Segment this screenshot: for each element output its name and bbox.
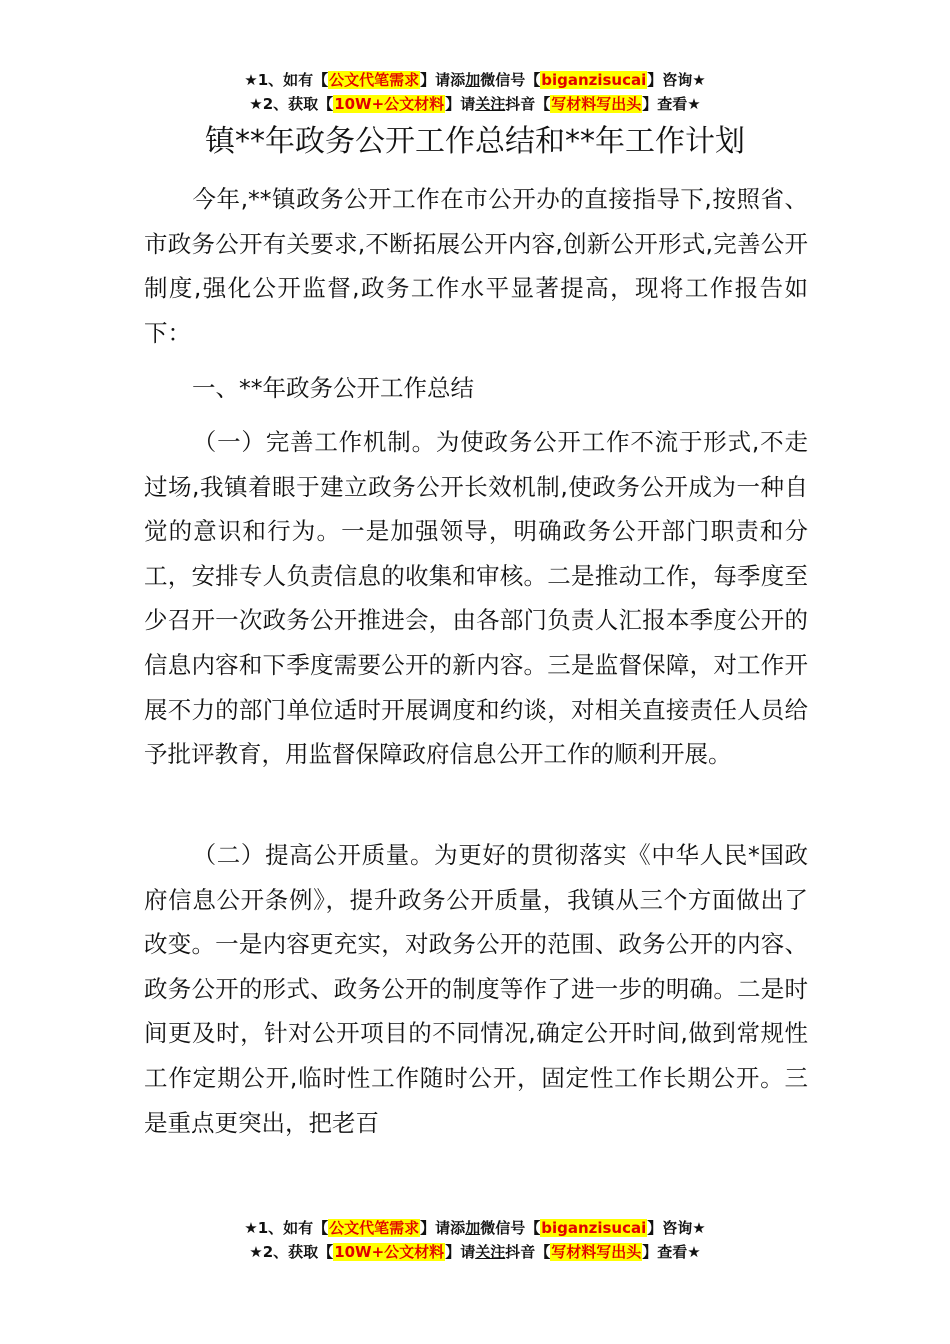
banner-text: 】请添 — [420, 1219, 466, 1237]
banner-text: ★1、如有【 — [244, 71, 329, 89]
banner-text: ★2、获取【 — [249, 1243, 334, 1261]
section-2-paragraph — [144, 833, 808, 1145]
intro-paragraph — [144, 177, 808, 355]
banner-highlight: 公文代笔需求 — [329, 71, 420, 89]
banner-line-1 — [0, 68, 950, 92]
document-title: 镇**年政务公开工作总结和**年工作计划 — [205, 124, 745, 159]
banner-text: ★2、获取【 — [249, 95, 334, 113]
banner-emphasis: 加 — [465, 71, 481, 89]
banner-line-2 — [0, 1240, 950, 1264]
section-heading — [144, 366, 808, 411]
section-2-text: （二）提高公开质量。为更好的贯彻落实《中华人民*国政府信息公开条例》，提升政务公开质量，我镇从三个方面做出了改变。一是内容更充实，对政务公开的范围、政务公开的内容、政务公开的形式、政务公开的制度等作了进一步的明确。二是时间更及时，针对公开项目的不同情况,确定公开时间,做到常规性工作定期公开,临时性工作随时公开，固定性工作长期公开。三是重点更突出，把老百 — [144, 841, 808, 1137]
banner-highlight: biganzisucai — [541, 71, 647, 89]
banner-emphasis: 加 — [465, 1219, 481, 1237]
banner-text: 抖音【 — [505, 95, 551, 113]
banner-text: ★1、如有【 — [244, 1219, 329, 1237]
header-banner — [0, 68, 950, 116]
banner-text: 抖音【 — [505, 1243, 551, 1261]
banner-highlight: biganzisucai — [541, 1219, 647, 1237]
banner-text: 】请 — [445, 1243, 476, 1261]
banner-emphasis: 关注 — [475, 95, 506, 113]
banner-line-2 — [0, 92, 950, 116]
intro-text: 今年,**镇政务公开工作在市公开办的直接指导下,按照省、市政务公开有关要求,不断拓展公开内容,创新公开形式,完善公开制度,强化公开监督,政务工作水平显著提高，现将工作报告如下： — [144, 185, 808, 347]
banner-highlight: 10W+公文材料 — [334, 1243, 445, 1261]
banner-text: 】咨询★ — [647, 71, 706, 89]
banner-highlight: 10W+公文材料 — [334, 95, 445, 113]
section-heading-text: 一、**年政务公开工作总结 — [192, 374, 474, 402]
banner-emphasis: 关注 — [475, 1243, 506, 1261]
banner-highlight: 公文代笔需求 — [329, 1219, 420, 1237]
banner-text: 】查看★ — [642, 1243, 701, 1261]
banner-text: 】请 — [445, 95, 476, 113]
section-1-text: （一）完善工作机制。为使政务公开工作不流于形式,不走过场,我镇着眼于建立政务公开长效机制,使政务公开成为一种自觉的意识和行为。一是加强领导，明确政务公开部门职责和分工，安排专人负责信息的收集和审核。二是推动工作，每季度至少召开一次政务公开推进会，由各部门负责人汇报本季度公开的信息内容和下季度需要公开的新内容。三是监督保障，对工作开展不力的部门单位适时开展调度和约谈，对相关直接责任人员给予批评教育，用监督保障政府信息公开工作的顺利开展。 — [144, 428, 808, 769]
banner-text: 】查看★ — [642, 95, 701, 113]
banner-text: 微信号【 — [480, 71, 541, 89]
footer-banner — [0, 1216, 950, 1264]
banner-highlight: 写材料写出头 — [551, 95, 642, 113]
banner-highlight: 写材料写出头 — [551, 1243, 642, 1261]
section-1-paragraph — [144, 420, 808, 777]
banner-line-1 — [0, 1216, 950, 1240]
banner-text: 】请添 — [420, 71, 466, 89]
banner-text: 微信号【 — [480, 1219, 541, 1237]
banner-text: 】咨询★ — [647, 1219, 706, 1237]
